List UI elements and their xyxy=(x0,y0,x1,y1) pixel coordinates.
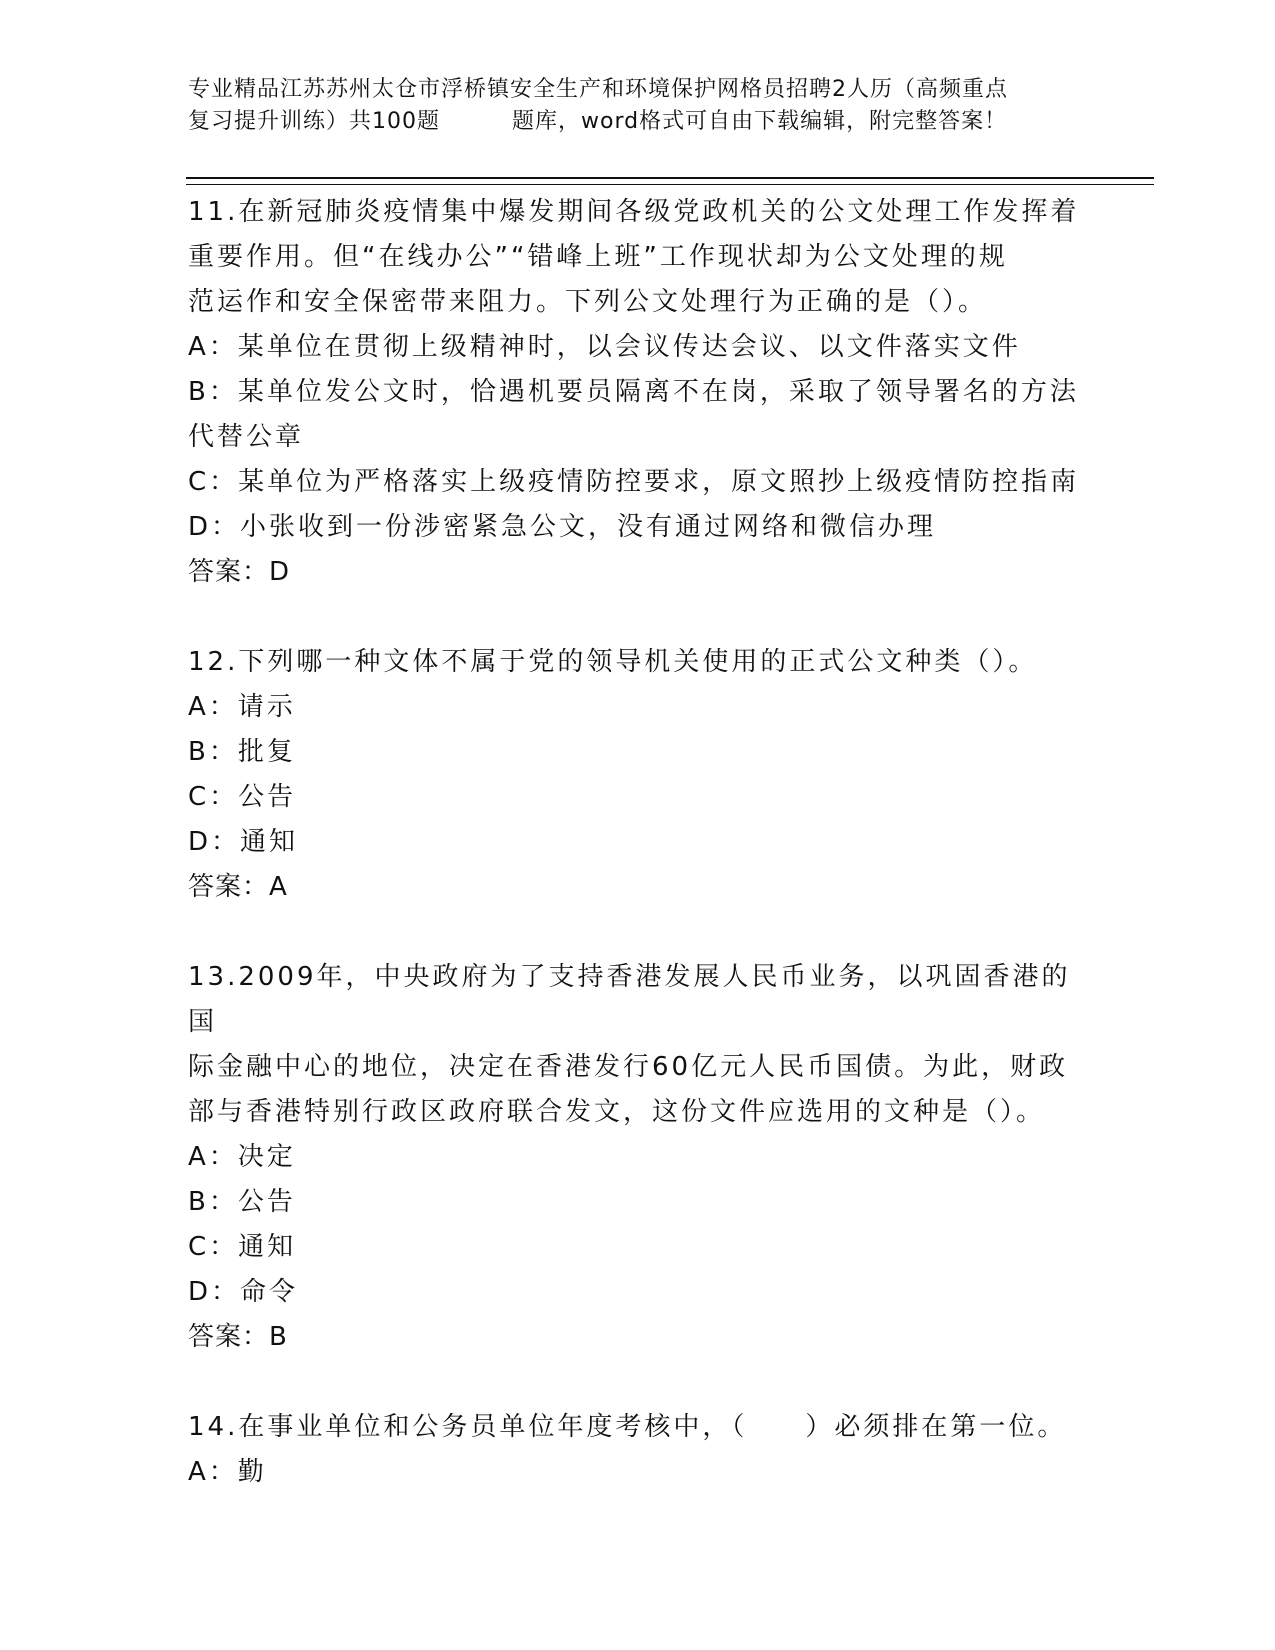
question-block xyxy=(188,955,1088,1360)
option-line: A：某单位在贯彻上级精神时，以会议传达会议、以文件落实文件 xyxy=(188,332,1021,362)
question-text-line: 际金融中心的地位，决定在香港发行60亿元人民币国债。为此，财政 xyxy=(188,1052,1069,1082)
option-line: A：决定 xyxy=(188,1142,296,1172)
header-line-1: 专业精品江苏苏州太仓市浮桥镇安全生产和环境保护网格员招聘2人历（高频重点 xyxy=(188,77,1008,102)
question-text-line: 12.下列哪一种文体不属于党的领导机关使用的正式公文种类（）。 xyxy=(188,647,1038,677)
option-line: 代替公章 xyxy=(188,422,305,452)
question-text-line: 重要作用。但“在线办公”“错峰上班”工作现状却为公文处理的规 xyxy=(188,242,1008,272)
option-line: C：某单位为严格落实上级疫情防控要求，原文照抄上级疫情防控指南 xyxy=(188,467,1080,497)
question-text-line: 14.在事业单位和公务员单位年度考核中，（ ）必须排在第一位。 xyxy=(188,1412,1067,1442)
option-line: B：批复 xyxy=(188,737,296,767)
answer-line: 答案：D xyxy=(188,557,291,587)
document-header xyxy=(188,74,1088,138)
question-block xyxy=(188,640,1088,910)
option-line: C：通知 xyxy=(188,1232,297,1262)
option-line: D：小张收到一份涉密紧急公文，没有通过网络和微信办理 xyxy=(188,512,937,542)
answer-line: 答案：A xyxy=(188,872,288,902)
question-text-line: 部与香港特别行政区政府联合发文，这份文件应选用的文种是（）。 xyxy=(188,1097,1046,1127)
header-line-2-part-2: 题库，word格式可自由下载编辑，附完整答案！ xyxy=(512,109,1008,134)
question-text-line: 11.在新冠肺炎疫情集中爆发期间各级党政机关的公文处理工作发挥着 xyxy=(188,197,1080,227)
header-rule-thin xyxy=(186,184,1154,185)
header-line-2 xyxy=(188,106,1088,138)
question-list xyxy=(188,190,1088,1495)
option-line: B：公告 xyxy=(188,1187,296,1217)
option-line: C：公告 xyxy=(188,782,297,812)
answer-line: 答案：B xyxy=(188,1322,288,1352)
question-block xyxy=(188,1405,1088,1495)
option-line: D：命令 xyxy=(188,1277,299,1307)
question-block xyxy=(188,190,1088,595)
option-line: A：勤 xyxy=(188,1457,267,1487)
question-text-line: 13.2009年，中央政府为了支持香港发展人民币业务，以巩固香港的国 xyxy=(188,962,1071,1037)
option-line: B：某单位发公文时，恰遇机要员隔离不在岗，采取了领导署名的方法 xyxy=(188,377,1079,407)
header-line-2-part-1: 复习提升训练）共100题 xyxy=(188,109,440,134)
header-rule-thick xyxy=(186,177,1154,179)
option-line: D：通知 xyxy=(188,827,299,857)
question-text-line: 范运作和安全保密带来阻力。下列公文处理行为正确的是（）。 xyxy=(188,287,988,317)
option-line: A：请示 xyxy=(188,692,296,722)
